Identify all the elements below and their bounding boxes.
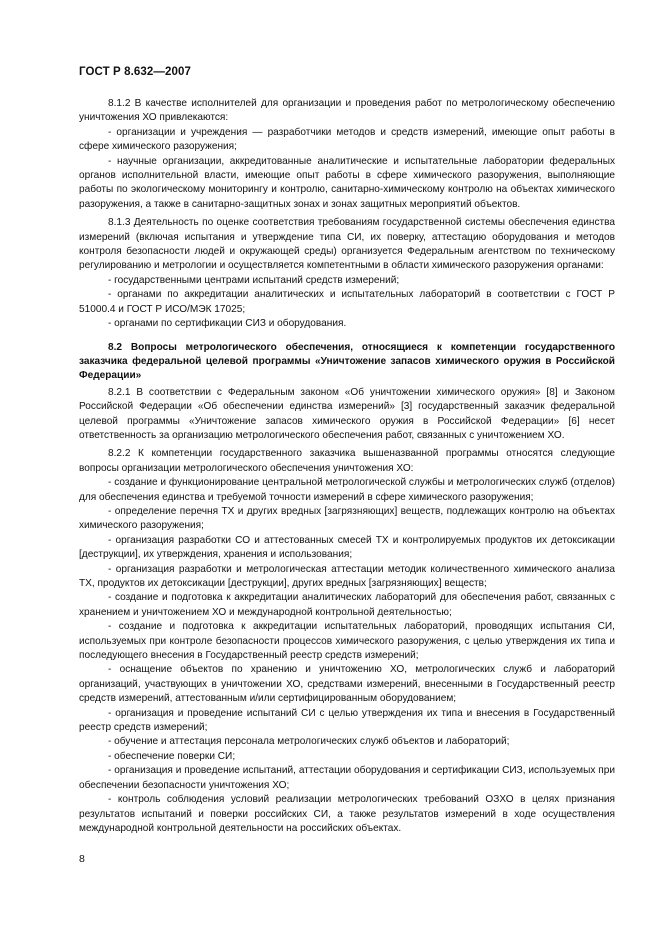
list-item: - организация разработки СО и аттестованных смесей ТХ и контролируемых продуктов их детоксикации [деструкции], их утверждения, хранения и использования; bbox=[79, 534, 615, 561]
list-item: - организации и учреждения — разработчики методов и средств измерений, имеющие опыт работы в сфере химического разоружения; bbox=[79, 126, 615, 153]
list-item: - создание и подготовка к аккредитации испытательных лабораторий, проводящих испытания СИ, используемых при контроле безопасности процессов химического разоружения, с целью утверждения их типа и последующего внесения в Государственный реестр средств измерений; bbox=[79, 621, 615, 662]
list-item: - государственными центрами испытаний средств измерений; bbox=[108, 274, 400, 286]
document-header: ГОСТ Р 8.632—2007 bbox=[79, 66, 191, 78]
paragraph-8-2-1: 8.2.1 В соответствии с Федеральным законом «Об уничтожении химического оружия» [8] и Законом Российской Федерации «Об обеспечении единства измерений» [3] государственный заказчик федеральной целевой программы «Уничтожение запасов химического оружия в Российской Федерации» [6] несет ответственность за организацию метрологического обеспечения работ, связанных с уничтожением ХО. bbox=[79, 386, 615, 441]
list-item: - оснащение объектов по хранению и уничтожению ХО, метрологических служб и лабораторий организаций, участвующих в уничтожении ХО, средствами измерений, внесенными в Государственный реестр средств измерений, аттестованным и/или сертифицированным оборудованием; bbox=[79, 664, 615, 705]
list-item: - создание и подготовка к аккредитации аналитических лабораторий для обеспечения работ, связанных с хранением и уничтожением ХО и международной контрольной деятельностью; bbox=[79, 592, 615, 618]
list-item: - контроль соблюдения условий реализации метрологических требований ОЗХО в целях признания результатов испытаний и поверки российских СИ, а также результатов измерений в ходе осуществления международной контрольной деятельности на российских объектах. bbox=[79, 794, 615, 834]
list-item: - научные организации, аккредитованные аналитические и испытательные лаборатории федеральных органов исполнительной власти, имеющие опыт работы в сфере химического разоружения, выполняющие работы по экологическому мониторингу и контролю, санитарно-химическому контролю на объектах химического разоружения, а также в санитарно-защитных зонах и зонах защитных мероприятий объектов. bbox=[79, 155, 615, 210]
paragraph-8-1-2: 8.1.2 В качестве исполнителей для организации и проведения работ по метрологическому обеспечению уничтожения ХО привлекаются: bbox=[79, 98, 615, 124]
list-item: - органами по аккредитации аналитических и испытательных лабораторий в соответствии с ГОСТ Р 51000.4 и ГОСТ Р ИСО/МЭК 17025; bbox=[79, 289, 615, 315]
list-item: - определение перечня ТХ и других вредных [загрязняющих] веществ, подлежащих контролю на объектах химического разоружения; bbox=[79, 505, 615, 532]
section-heading-8-2: 8.2 Вопросы метрологического обеспечения, относящиеся к компетенции государственного заказчика федеральной целевой программы «Уничтожение запасов химического оружия в Российской Федерации» bbox=[79, 341, 615, 382]
list-item: - создание и функционирование центральной метрологической службы и метрологических служб (отделов) для обеспечения единства и требуемой точности измерений в сфере химического разоружения; bbox=[79, 477, 615, 503]
paragraph-8-2-2: 8.2.2 К компетенции государственного заказчика вышеназванной программы относятся следующие вопросы организации метрологического обеспечения уничтожения ХО: bbox=[79, 448, 615, 474]
list-item: - органами по сертификации СИЗ и оборудования. bbox=[108, 318, 347, 330]
paragraph-8-1-3: 8.1.3 Деятельность по оценке соответствия требованиям государственной системы обеспечения единства измерений (включая испытания и утверждение типа СИ, их поверку, аттестацию оборудования и методов контроля безопасности людей и окружающей среды) организуется Федеральным агентством по техническому регулированию и метрологии и осуществляется компетентными в области химического разоружения органами: bbox=[79, 217, 615, 272]
page-number: 8 bbox=[79, 853, 85, 865]
list-item: - обучение и аттестация персонала метрологических служб объектов и лабораторий; bbox=[108, 736, 510, 748]
list-item: - организация разработки и метрологическая аттестации методик количественного химического анализа ТХ, продуктов их детоксикации [деструкции], других вредных [загрязняющих] веществ; bbox=[79, 563, 615, 589]
list-item: - организация и проведение испытаний СИ с целью утверждения их типа и внесения в Государственный реестр средств измерений; bbox=[79, 707, 615, 734]
document-body bbox=[79, 97, 615, 836]
list-item: - организация и проведение испытаний, аттестации оборудования и сертификации СИЗ, используемых при обеспечении безопасности уничтожения ХО; bbox=[79, 765, 615, 791]
list-item: - обеспечение поверки СИ; bbox=[108, 750, 236, 762]
